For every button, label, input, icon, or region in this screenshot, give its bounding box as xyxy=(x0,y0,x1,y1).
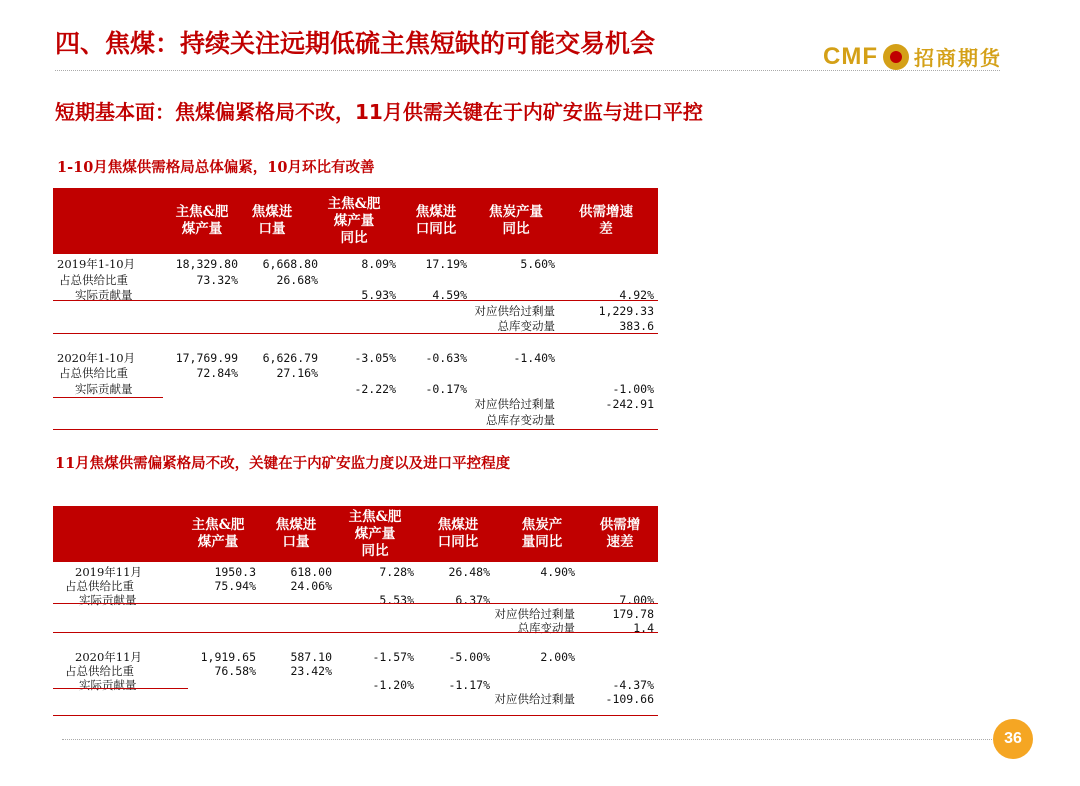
table-cell: 72.84% xyxy=(196,366,238,380)
table-cell: 75.94% xyxy=(214,579,256,594)
row-label: 占总供给比重 xyxy=(65,579,134,594)
table-cell: 1.4 xyxy=(633,621,654,636)
row-label: 占总供给比重 xyxy=(59,272,128,287)
row-label: 占总供给比重 xyxy=(65,663,134,678)
table-cell: -1.17% xyxy=(448,677,490,692)
table-cell: 4.92% xyxy=(619,288,654,302)
table-cell: 总库变动量 xyxy=(497,319,555,333)
header-cell: 焦煤进 口同比 xyxy=(437,517,479,550)
table-cell: -1.40% xyxy=(513,350,555,365)
table-cell: 618.00 xyxy=(290,565,332,579)
logo-emblem-icon xyxy=(883,44,909,70)
table-cell: 17.19% xyxy=(425,257,467,271)
row-divider xyxy=(53,715,658,716)
table-cell: 对应供给过剩量 xyxy=(474,303,555,318)
row-label: 实际贡献量 xyxy=(79,677,137,692)
table-cell: 17,769.99 xyxy=(175,350,238,365)
brand-logo xyxy=(823,42,1002,71)
row-divider xyxy=(53,397,163,398)
row-label: 2020年1-10月 xyxy=(57,350,136,365)
table-cell: 5.53% xyxy=(379,593,414,608)
table-cell: 对应供给过剩量 xyxy=(494,691,575,706)
logo-text-cn: 招商期货 xyxy=(913,46,1002,70)
table-cell: 1950.3 xyxy=(214,565,256,579)
footer-divider xyxy=(62,739,992,740)
row-label: 2019年11月 xyxy=(75,565,142,579)
header-cell: 焦煤进 口量 xyxy=(251,204,293,237)
table-cell: -3.05% xyxy=(354,350,396,365)
table-cell: -4.37% xyxy=(612,677,654,692)
header-cell: 焦煤进 口量 xyxy=(275,517,317,550)
table-cell: 18,329.80 xyxy=(175,257,238,271)
table-cell: -2.22% xyxy=(354,381,396,396)
table1-caption: 1-10月焦煤供需格局总体偏紧，10月环比有改善 xyxy=(57,159,375,176)
table2-caption: 11月焦煤供需偏紧格局不改，关键在于内矿安监力度以及进口平控程度 xyxy=(55,455,511,472)
page-title: 四、焦煤：持续关注远期低硫主焦短缺的可能交易机会 xyxy=(55,29,656,58)
header-cell: 焦炭产 量同比 xyxy=(521,517,563,550)
table-cell: 2.00% xyxy=(540,649,575,664)
table-header xyxy=(53,506,658,562)
table-cell: 6.37% xyxy=(455,593,490,608)
row-divider xyxy=(53,300,163,301)
table-cell: 73.32% xyxy=(196,272,238,287)
table-cell: 7.00% xyxy=(619,593,654,608)
page-number-badge: 36 xyxy=(993,719,1033,759)
table-cell: 383.6 xyxy=(619,319,654,333)
table-header xyxy=(53,188,658,254)
table-cell: 总库变动量 xyxy=(517,621,575,636)
table-cell: 对应供给过剩量 xyxy=(494,607,575,622)
table-cell: 76.58% xyxy=(214,663,256,678)
table2 xyxy=(53,506,658,718)
table-cell: 4.90% xyxy=(540,565,575,579)
table-cell: 1,919.65 xyxy=(200,649,256,664)
table-cell: 23.42% xyxy=(290,663,332,678)
row-divider xyxy=(53,688,188,689)
table-cell: -1.57% xyxy=(372,649,414,664)
table-cell: -109.66 xyxy=(605,691,654,706)
header-cell: 供需增速 差 xyxy=(579,204,633,237)
row-divider xyxy=(53,632,658,633)
header-cell: 焦煤进 口同比 xyxy=(415,204,457,237)
row-label: 实际贡献量 xyxy=(75,288,133,302)
header-cell: 主焦&肥 煤产量 同比 xyxy=(348,509,402,559)
table-cell: 6,668.80 xyxy=(262,257,318,271)
table-cell: 6,626.79 xyxy=(262,350,318,365)
header-cell: 焦炭产量 同比 xyxy=(489,204,543,237)
table-cell: -1.20% xyxy=(372,677,414,692)
table-cell: 179.78 xyxy=(612,607,654,622)
table-cell: 27.16% xyxy=(276,366,318,380)
table-cell: 24.06% xyxy=(290,579,332,594)
header-cell: 主焦&肥 煤产量 xyxy=(191,517,245,550)
logo-text-cmf: CMF xyxy=(823,42,878,70)
table-cell: 1,229.33 xyxy=(598,303,654,318)
table-cell: -0.63% xyxy=(425,350,467,365)
row-divider xyxy=(188,603,658,604)
table-cell: 总库存变动量 xyxy=(486,412,555,427)
table1 xyxy=(53,188,658,431)
row-label: 实际贡献量 xyxy=(79,593,137,608)
table-cell: -242.91 xyxy=(605,397,654,411)
header-cell: 主焦&肥 煤产量 xyxy=(175,204,229,237)
header-cell: 供需增 速差 xyxy=(599,517,641,550)
row-divider xyxy=(53,429,658,430)
row-label: 占总供给比重 xyxy=(59,366,128,380)
table-cell: 5.60% xyxy=(520,257,555,271)
table-cell: 对应供给过剩量 xyxy=(474,397,555,411)
row-divider xyxy=(163,300,658,301)
table-cell: -1.00% xyxy=(612,381,654,396)
row-divider xyxy=(53,603,188,604)
row-divider xyxy=(53,333,658,334)
row-label: 2020年11月 xyxy=(75,649,142,664)
table-cell: 26.48% xyxy=(448,565,490,579)
table-cell: 5.93% xyxy=(361,288,396,302)
section-subtitle: 短期基本面：焦煤偏紧格局不改，11月供需关键在于内矿安监与进口平控 xyxy=(55,100,703,124)
header-cell: 主焦&肥 煤产量 同比 xyxy=(327,196,381,246)
table-cell: -5.00% xyxy=(448,649,490,664)
row-label: 实际贡献量 xyxy=(75,381,133,396)
table-cell: 7.28% xyxy=(379,565,414,579)
table-cell: 8.09% xyxy=(361,257,396,271)
table-cell: -0.17% xyxy=(425,381,467,396)
table-cell: 4.59% xyxy=(432,288,467,302)
row-label: 2019年1-10月 xyxy=(57,257,136,271)
table-cell: 26.68% xyxy=(276,272,318,287)
table-cell: 587.10 xyxy=(290,649,332,664)
